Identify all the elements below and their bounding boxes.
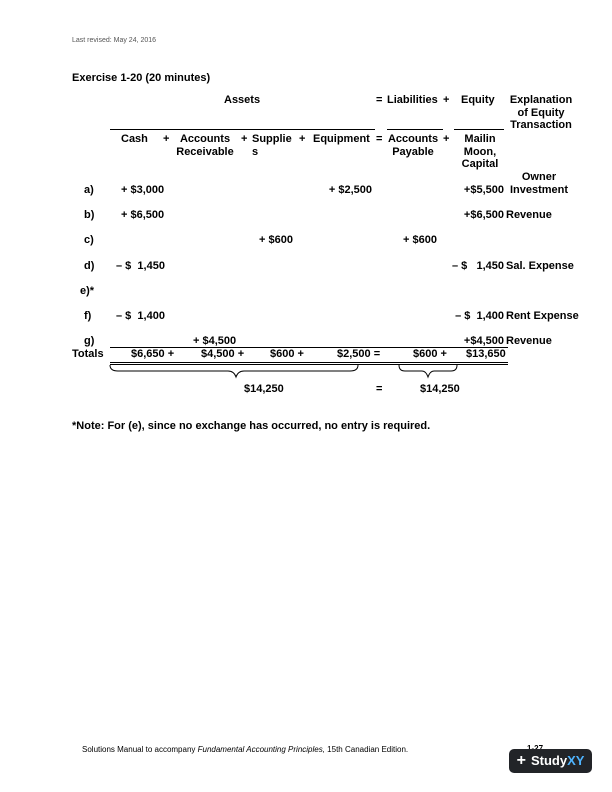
explanation-cell: Owner Investment [509, 171, 569, 196]
explanation-cell: Revenue [506, 335, 552, 347]
equals-sign: = [376, 383, 383, 395]
equals-sign: = [376, 94, 383, 106]
row-label: g) [84, 335, 95, 347]
row-label: b) [84, 209, 95, 221]
row-label: d) [84, 260, 95, 272]
liabilities-heading: Liabilities [387, 94, 438, 106]
row-label: c) [84, 234, 94, 246]
equipment-cell: + $2,500 [328, 184, 372, 196]
plus-sign: + [241, 133, 248, 145]
assets-sum: $14,250 [244, 383, 284, 395]
assets-brace [110, 365, 358, 377]
liabilities-equity-sum: $14,250 [420, 383, 460, 395]
accounts-payable-total: $600 + [413, 348, 447, 360]
accounts-payable-column-header: Accounts Payable [387, 133, 439, 158]
explanation-cell: Rent Expense [506, 310, 579, 322]
accounts-receivable-column-header: Accounts Receivable [176, 133, 234, 158]
totals-label: Totals [72, 348, 104, 360]
studyxy-logo [509, 749, 592, 773]
cash-cell: – $ 1,400 [116, 310, 165, 322]
capital-total: $13,650 [466, 348, 506, 360]
capital-cell: – $ 1,450 [452, 260, 504, 272]
capital-column-header: Mailin Moon, Capital [461, 133, 499, 170]
plus-sign: + [443, 94, 450, 106]
assets-heading: Assets [224, 94, 261, 106]
cash-total: $6,650 + [131, 348, 175, 360]
accounts-receivable-cell: + $4,500 [193, 335, 237, 347]
footer-suffix: 15th Canadian Edition. [324, 745, 409, 754]
footer-citation [82, 745, 408, 754]
row-label: a) [84, 184, 94, 196]
plus-sign: + [163, 133, 170, 145]
footer-prefix: Solutions Manual to accompany [82, 745, 198, 754]
plus-sign: + [299, 133, 306, 145]
note-text: *Note: For (e), since no exchange has occurred, no entry is required. [72, 420, 431, 432]
supplies-total: $600 + [270, 348, 304, 360]
plus-sign: + [443, 133, 450, 145]
supplies-column-header: Supplie s [252, 133, 292, 158]
row-label: f) [84, 310, 92, 322]
equals-sign: = [376, 133, 383, 145]
accounts-receivable-total: $4,500 + [201, 348, 245, 360]
capital-cell: +$6,500 [463, 209, 504, 221]
capital-cell: +$5,500 [463, 184, 504, 196]
explanation-cell: Revenue [506, 209, 552, 221]
exercise-title: Exercise 1-20 (20 minutes) [72, 72, 211, 84]
cash-cell: – $ 1,450 [116, 260, 165, 272]
accounts-payable-cell: + $600 [403, 234, 437, 246]
explanation-cell: Sal. Expense [506, 260, 574, 272]
liabilities-equity-brace [399, 365, 457, 377]
cash-cell: + $3,000 [121, 184, 165, 196]
plus-icon: + [516, 752, 526, 769]
cash-column-header: Cash [121, 133, 148, 145]
equipment-total: $2,500 = [337, 348, 381, 360]
footer-book-title: Fundamental Accounting Principles, [197, 745, 325, 754]
supplies-cell: + $600 [259, 234, 293, 246]
equity-heading: Equity [461, 94, 495, 106]
row-label: e)* [80, 285, 95, 297]
capital-cell: – $ 1,400 [455, 310, 504, 322]
capital-cell: +$4,500 [463, 335, 504, 347]
logo-study: Study [530, 753, 568, 768]
logo-xy: XY [567, 753, 585, 768]
last-revised-date: Last revised: May 24, 2016 [72, 37, 157, 44]
explanation-heading: Explanation of Equity Transaction [509, 94, 573, 131]
equipment-column-header: Equipment [313, 133, 370, 145]
cash-cell: + $6,500 [121, 209, 165, 221]
